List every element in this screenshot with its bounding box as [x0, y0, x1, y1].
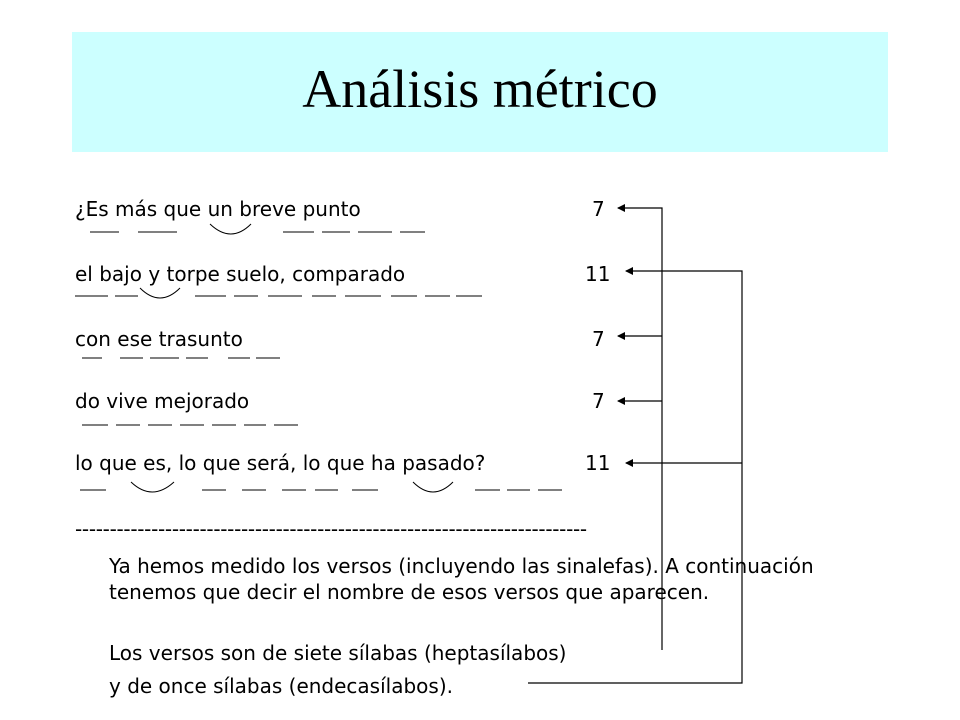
- slide-title: Análisis métrico: [302, 59, 658, 119]
- syllable-count-2: 11: [585, 262, 611, 286]
- verse-line-2: el bajo y torpe suelo, comparado: [75, 262, 406, 286]
- hendecasyllable-note: y de once sílabas (endecasílabos).: [109, 674, 453, 698]
- verse-line-5: lo que es, lo que será, lo que ha pasado?: [75, 451, 486, 475]
- explanation-paragraph: Ya hemos medido los versos (incluyendo las sinalefas). A continuación tenemos que decir el nombre de esos versos que aparecen.: [109, 554, 814, 604]
- separator-line: --------------------------------------------------------------------------: [75, 517, 587, 541]
- syllable-marks-line-1: [90, 224, 425, 234]
- verse-line-4: do vive mejorado: [75, 389, 250, 413]
- syllable-count-3: 7: [592, 327, 605, 351]
- arrow-hendecasyllable-bracket: [528, 271, 742, 683]
- arrow-heptasyllable-bracket: [618, 208, 662, 650]
- verse-line-3: con ese trasunto: [75, 327, 243, 351]
- syllable-count-4: 7: [592, 389, 605, 413]
- syllable-count-1: 7: [592, 197, 605, 221]
- syllable-marks-line-2: [75, 288, 482, 298]
- verse-line-1: ¿Es más que un breve punto: [75, 197, 361, 221]
- syllable-count-5: 11: [585, 451, 611, 475]
- heptasyllable-note: Los versos son de siete sílabas (heptasílabos): [109, 641, 567, 665]
- syllable-marks-line-5: [80, 482, 562, 492]
